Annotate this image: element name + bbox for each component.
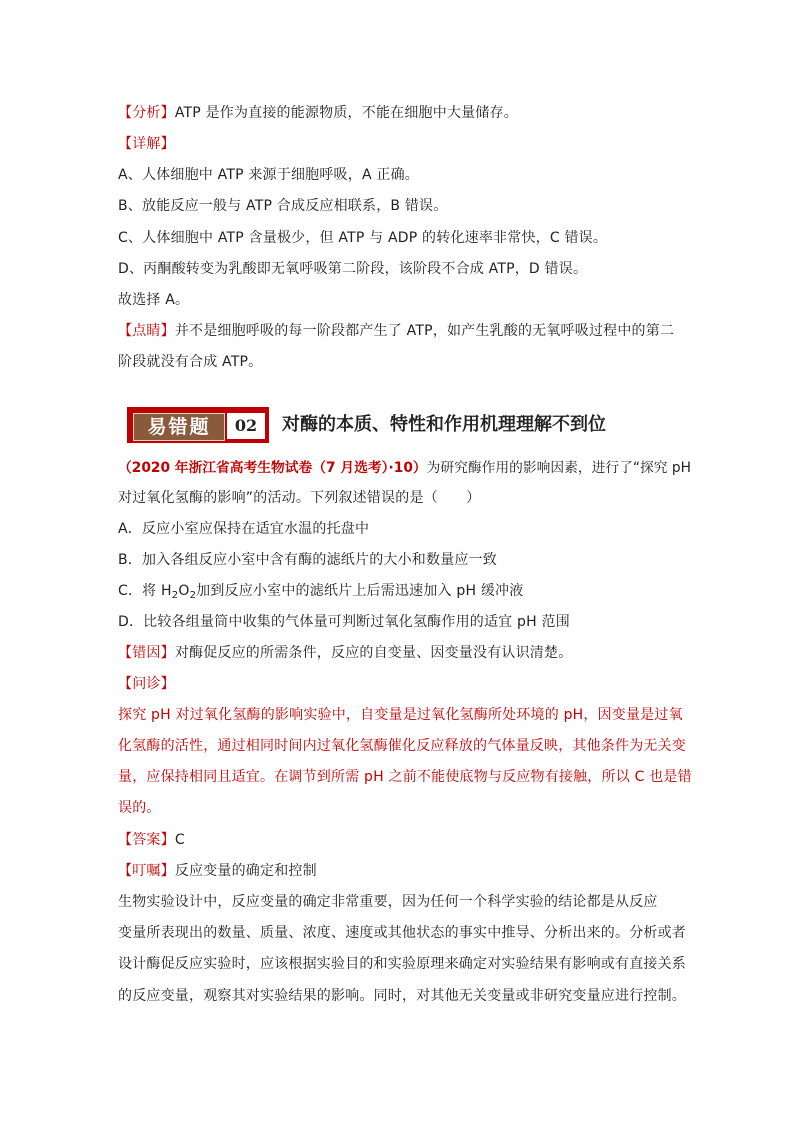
highlight-line-2: 阶段就没有合成 ATP。 <box>118 354 263 370</box>
highlight-line-1 <box>118 321 674 341</box>
reminder-tag: 【叮嘱】 <box>118 863 175 879</box>
analysis-tag: 【分析】 <box>118 105 175 121</box>
section-title: 对酶的本质、特性和作用机理理解不到位 <box>282 414 606 435</box>
detail-option-c: C、人体细胞中 ATP 含量极少，但 ATP 与 ADP 的转化速率非常快，C 错误。 <box>118 230 608 246</box>
detail-option-d: D、丙酮酸转变为乳酸即无氧呼吸第二阶段，该阶段不合成 ATP，D 错误。 <box>118 261 588 277</box>
option-c-text: 加到反应小室中的滤纸片上后需迅速加入 pH 缓冲液 <box>196 583 524 599</box>
question-option-d: D．比较各组量筒中收集的气体量可判断过氧化氢酶作用的适宜 pH 范围 <box>118 614 570 630</box>
question-option-b: B．加入各组反应小室中含有酶的滤纸片的大小和数量应一致 <box>118 552 498 568</box>
detail-option-a: A、人体细胞中 ATP 来源于细胞呼吸，A 正确。 <box>118 167 419 183</box>
diagnosis-line-2: 化氢酶的活性，通过相同时间内过氧化氢酶催化反应释放的气体量反映，其他条件为无关变 <box>118 738 686 754</box>
option-c-prefix: C．将 H <box>118 583 172 599</box>
error-cause-line <box>118 643 572 663</box>
diagnosis-line-3: 量，应保持相同且适宜。在调节到所需 pH 之前不能使底物与反应物有接触，所以 C 也是错 <box>118 769 692 785</box>
reminder-line-1: 生物实验设计中，反应变量的确定非常重要，因为任何一个科学实验的结论都是从反应 <box>118 894 658 910</box>
question-stem-line-1 <box>118 458 691 478</box>
detail-line <box>118 134 175 154</box>
question-option-c <box>118 581 523 601</box>
answer-text: C <box>174 832 185 848</box>
reminder-line-3: 设计酶促反应实验时，应该根据实验目的和实验原理来确定对实验结果有影响或有直接关系 <box>118 956 686 972</box>
answer-line <box>118 830 185 850</box>
section-badge <box>127 407 269 443</box>
detail-tag: 【详解】 <box>118 136 175 152</box>
question-option-a: A．反应小室应保持在适宜水温的托盘中 <box>118 521 370 537</box>
question-source: （2020 年浙江省高考生物试卷（7 月选考）·10） <box>118 460 427 476</box>
error-cause-tag: 【错因】 <box>118 645 175 661</box>
analysis-text: ATP 是作为直接的能源物质，不能在细胞中大量储存。 <box>174 105 518 121</box>
diagnosis-tag-line <box>118 674 175 694</box>
question-stem-line-2: 对过氧化氢酶的影响”的活动。下列叙述错误的是（ ） <box>118 490 481 506</box>
diagnosis-line-1: 探究 pH 对过氧化氢酶的影响实验中，自变量是过氧化氢酶所处环境的 pH，因变量是过氧 <box>118 707 683 723</box>
question-stem-1: 为研究酶作用的影响因素，进行了“探究 pH <box>426 460 691 476</box>
detail-option-b: B、放能反应一般与 ATP 合成反应相联系，B 错误。 <box>118 198 448 214</box>
error-cause-text: 对酶促反应的所需条件，反应的自变量、因变量没有认识清楚。 <box>174 645 573 661</box>
reminder-text: 反应变量的确定和控制 <box>174 863 317 879</box>
analysis-line <box>118 103 518 123</box>
option-c-o: O <box>178 583 190 599</box>
badge-number: 02 <box>227 413 265 439</box>
diagnosis-tag: 【问诊】 <box>118 676 175 692</box>
reminder-line-4: 的反应变量，观察其对实验结果的影响。同时，对其他无关变量或非研究变量应进行控制。 <box>118 988 686 1004</box>
highlight-text-1: 并不是细胞呼吸的每一阶段都产生了 ATP，如产生乳酸的无氧呼吸过程中的第二 <box>174 323 675 339</box>
section-heading <box>127 407 687 445</box>
option-c-sub-1: 2 <box>171 590 179 601</box>
badge-label: 易错题 <box>133 413 225 441</box>
diagnosis-line-4: 误的。 <box>118 800 161 816</box>
option-c-sub-2: 2 <box>189 590 197 601</box>
reminder-tag-line <box>118 861 317 881</box>
detail-conclusion: 故选择 A。 <box>118 292 190 308</box>
answer-tag: 【答案】 <box>118 832 175 848</box>
reminder-line-2: 变量所表现出的数量、质量、浓度、速度或其他状态的事实中推导、分析出来的。分析或者 <box>118 925 686 941</box>
highlight-tag: 【点睛】 <box>118 323 175 339</box>
